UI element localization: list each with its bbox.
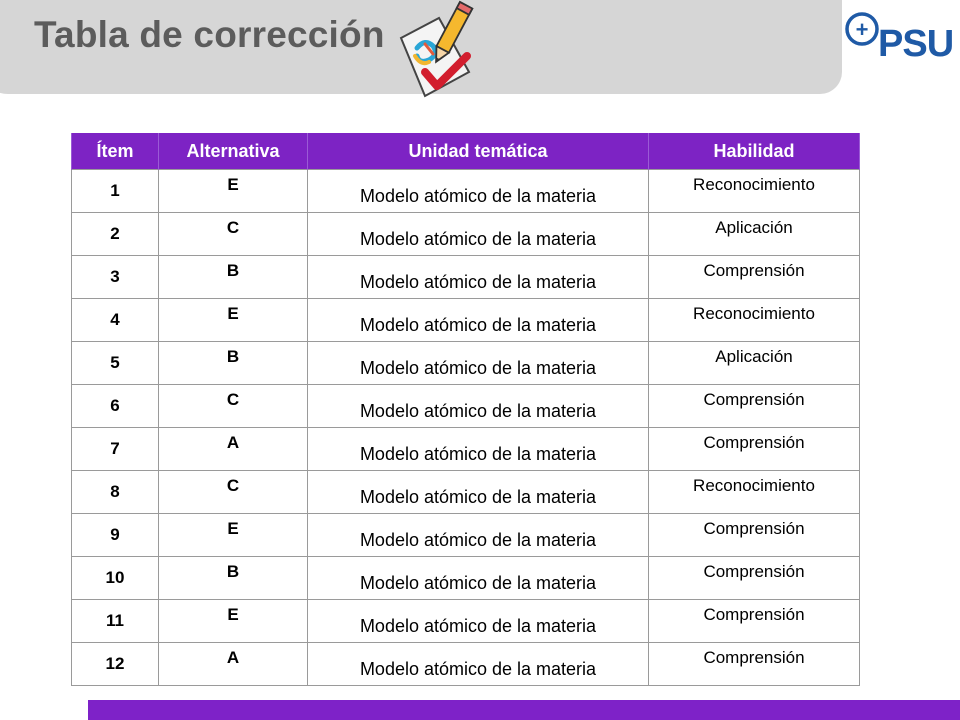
cell-alternative: E <box>159 299 308 342</box>
cell-unit: Modelo atómico de la materia <box>308 299 649 342</box>
cell-item: 11 <box>72 600 159 643</box>
cell-skill: Reconocimiento <box>649 299 860 342</box>
cell-skill: Comprensión <box>649 514 860 557</box>
bottom-accent-bar <box>88 700 960 720</box>
cell-item: 2 <box>72 213 159 256</box>
table-row <box>72 428 860 471</box>
psu-logo <box>842 5 954 65</box>
cell-item: 6 <box>72 385 159 428</box>
table-row <box>72 600 860 643</box>
cell-item: 3 <box>72 256 159 299</box>
cell-alternative: B <box>159 256 308 299</box>
cell-item: 5 <box>72 342 159 385</box>
cell-alternative: E <box>159 170 308 213</box>
cell-alternative: E <box>159 514 308 557</box>
cell-unit: Modelo atómico de la materia <box>308 256 649 299</box>
cell-unit: Modelo atómico de la materia <box>308 514 649 557</box>
cell-alternative: A <box>159 428 308 471</box>
table-row <box>72 342 860 385</box>
table-row <box>72 385 860 428</box>
cell-unit: Modelo atómico de la materia <box>308 643 649 686</box>
table-row <box>72 471 860 514</box>
header-unit: Unidad temática <box>308 133 649 170</box>
cell-alternative: C <box>159 471 308 514</box>
table-row <box>72 557 860 600</box>
cell-alternative: B <box>159 342 308 385</box>
cell-skill: Comprensión <box>649 600 860 643</box>
pencil-checkmark-icon <box>395 0 480 103</box>
table-header-row <box>72 133 860 170</box>
table-row <box>72 170 860 213</box>
cell-alternative: B <box>159 557 308 600</box>
cell-item: 1 <box>72 170 159 213</box>
cell-unit: Modelo atómico de la materia <box>308 385 649 428</box>
header-alternative: Alternativa <box>159 133 308 170</box>
cell-alternative: A <box>159 643 308 686</box>
correction-table <box>71 133 860 686</box>
cell-item: 7 <box>72 428 159 471</box>
cell-unit: Modelo atómico de la materia <box>308 170 649 213</box>
cell-unit: Modelo atómico de la materia <box>308 428 649 471</box>
cell-skill: Reconocimiento <box>649 471 860 514</box>
cell-alternative: C <box>159 213 308 256</box>
cell-skill: Comprensión <box>649 256 860 299</box>
cell-skill: Comprensión <box>649 557 860 600</box>
cell-item: 9 <box>72 514 159 557</box>
page-title: Tabla de corrección <box>34 14 385 55</box>
cell-unit: Modelo atómico de la materia <box>308 213 649 256</box>
cell-skill: Comprensión <box>649 385 860 428</box>
table-row <box>72 514 860 557</box>
cell-unit: Modelo atómico de la materia <box>308 471 649 514</box>
cell-item: 8 <box>72 471 159 514</box>
table-row <box>72 256 860 299</box>
cell-item: 10 <box>72 557 159 600</box>
header-skill: Habilidad <box>649 133 860 170</box>
table-row <box>72 299 860 342</box>
cell-unit: Modelo atómico de la materia <box>308 342 649 385</box>
cell-item: 12 <box>72 643 159 686</box>
cell-skill: Aplicación <box>649 342 860 385</box>
cell-unit: Modelo atómico de la materia <box>308 600 649 643</box>
logo-plus: + <box>855 17 869 42</box>
cell-unit: Modelo atómico de la materia <box>308 557 649 600</box>
cell-item: 4 <box>72 299 159 342</box>
header-item: Ítem <box>72 133 159 170</box>
cell-skill: Reconocimiento <box>649 170 860 213</box>
cell-alternative: C <box>159 385 308 428</box>
logo-text: PSU <box>878 23 954 65</box>
cell-skill: Comprensión <box>649 643 860 686</box>
table-row <box>72 213 860 256</box>
cell-alternative: E <box>159 600 308 643</box>
cell-skill: Aplicación <box>649 213 860 256</box>
table-row <box>72 643 860 686</box>
cell-skill: Comprensión <box>649 428 860 471</box>
